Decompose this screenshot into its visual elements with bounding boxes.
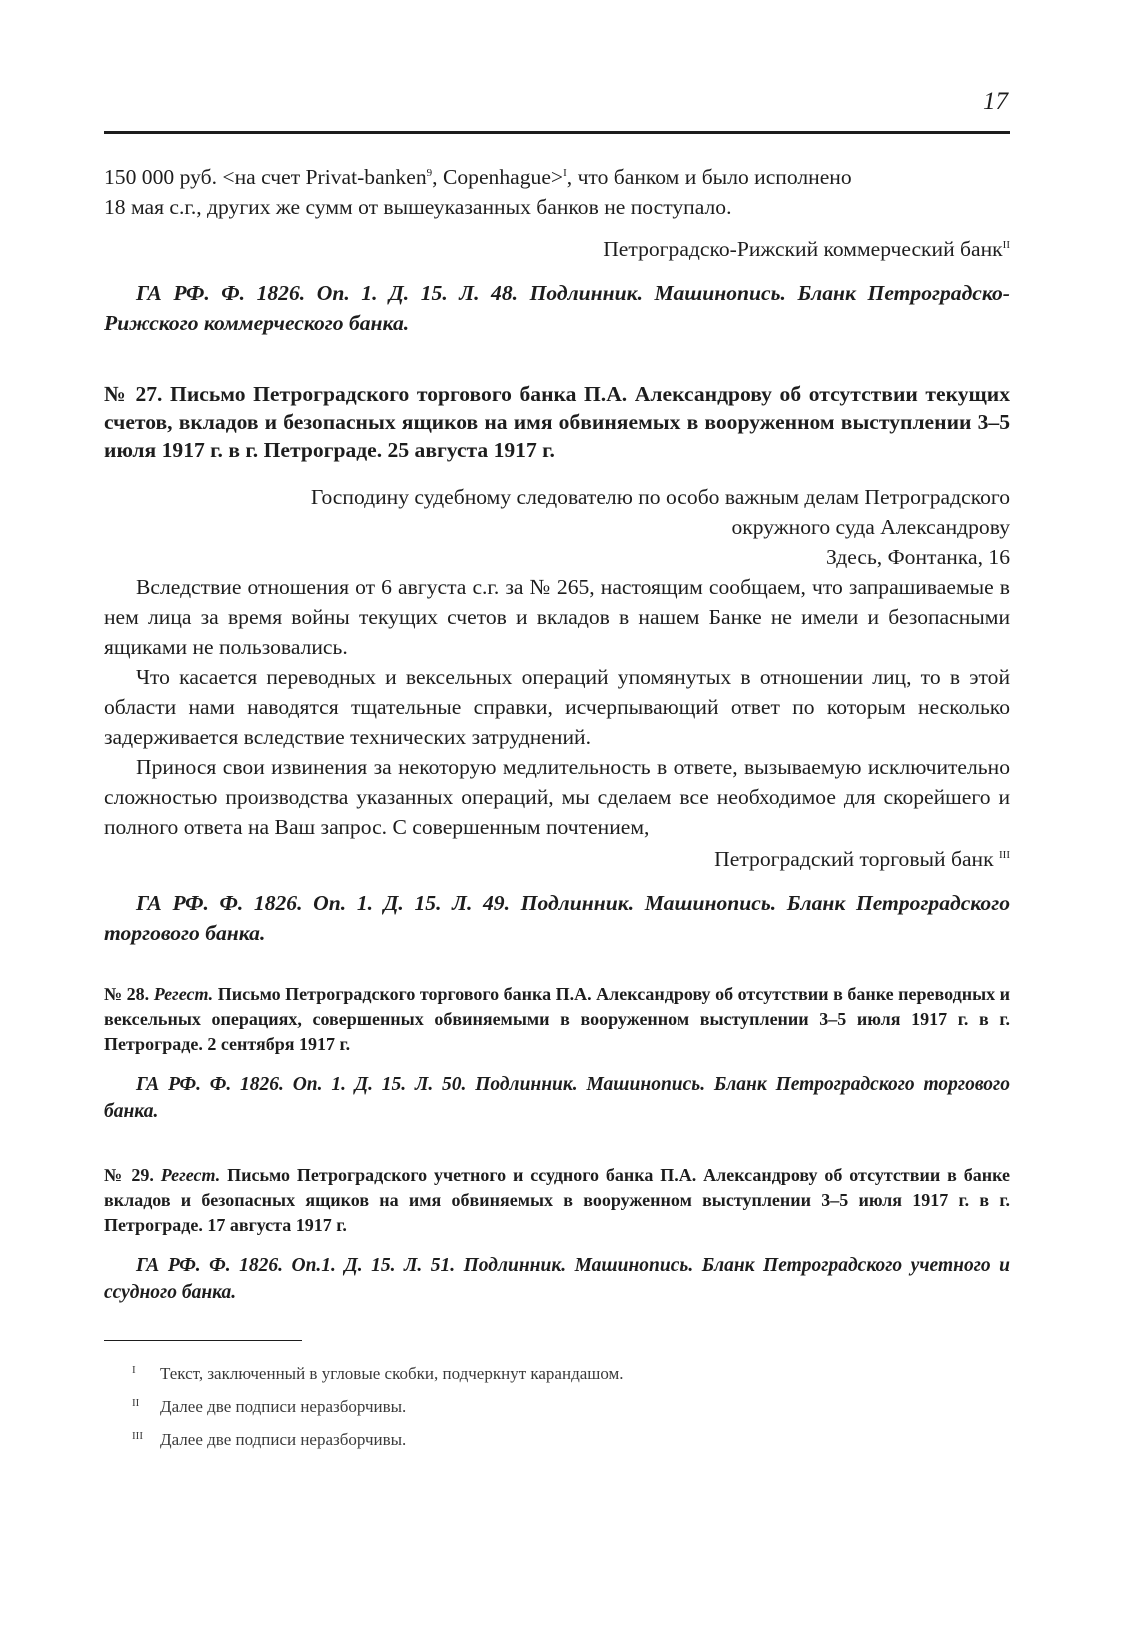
doc27-paragraph-1: Вследствие отношения от 6 августа с.г. за № 265, настоящим сообщаем, что запрашиваемые в нем лица за время войны текущих счетов и вкладов в нашем Банке не имели и безопасными ящиками не пользовались. [104,575,1010,659]
footnote-text: Текст, заключенный в угловые скобки, подчеркнут карандашом. [160,1364,624,1383]
doc29-heading [104,1163,1010,1238]
footnote [132,1358,972,1386]
doc28-heading-text: Письмо Петроградского торгового банка П.А. Александрову об отсутствии в банке переводных и вексельных операциях, совершенных обвиняемыми в вооруженном выступлении 3–5 июля 1917 г. в г. Петрограде. 2 сентября 1917 г. [104,984,1011,1054]
footnote-ref-III: III [999,849,1010,861]
doc27-paragraph-2: Что касается переводных и вексельных операций упомянутых в отношении лиц, то в этой области нами наводятся тщательные справки, исчерпывающий ответ по которым несколько задерживается вследствие технических затруднений. [104,665,1010,749]
signature-riga-bank [104,234,1010,264]
page-body [104,162,1010,1306]
source-note-51: ГА РФ. Ф. 1826. Оп.1. Д. 15. Л. 51. Подлинник. Машинопись. Бланк Петроградского учетного и ссудного банка. [104,1255,1010,1303]
source-note-50: ГА РФ. Ф. 1826. Оп. 1. Д. 15. Л. 50. Подлинник. Машинопись. Бланк Петроградского торгового банка. [104,1074,1010,1122]
footnote-mark: II [132,1397,140,1409]
doc29-number: № 29. [104,1165,154,1185]
doc28-heading [104,982,1010,1057]
source-note-48: ГА РФ. Ф. 1826. Оп. 1. Д. 15. Л. 48. Подлинник. Машинопись. Бланк Петроградско-Рижского коммерческого банка. [104,281,1010,335]
source-note-49: ГА РФ. Ф. 1826. Оп. 1. Д. 15. Л. 49. Подлинник. Машинопись. Бланк Петроградского торгового банка. [104,891,1010,945]
footnote [132,1391,972,1419]
header-rule [104,131,1010,134]
footnote [132,1424,972,1452]
footnote-mark: I [132,1364,136,1376]
continuation-text-a: 150 000 руб. <на счет Privat-banken [104,165,427,189]
doc29-heading-text: Письмо Петроградского учетного и ссудного банка П.А. Александрову об отсутствии в банке вкладов и безопасных ящиков на имя обвиняемых в вооруженном выступлении 3–5 июля 1917 г. в г. Петрограде. 17 августа 1917 г. [104,1165,1011,1235]
footnote-rule [104,1340,302,1341]
footnote-ref-9: 9 [426,167,433,179]
footnote-mark: III [132,1430,143,1442]
doc27-signature-text: Петроградский торговый банк [714,847,994,871]
doc28-number: № 28. [104,984,150,1004]
continuation-text-c: , что банком и было исполнено [566,165,852,189]
doc27-address-line-3: Здесь, Фонтанка, 16 [825,545,1010,569]
doc29-regest-label: Регест. [160,1165,221,1185]
footnote-ref-II: II [1002,239,1010,251]
doc27-address-line-2: окружного суда Александрову [731,515,1010,539]
doc27-address-line-1: Господину судебному следователю по особо важным делам Петроградского [310,485,1010,509]
continuation-line-2: 18 мая с.г., других же сумм от вышеуказанных банков не поступало. [104,195,732,219]
footnote-ref-I: I [563,167,567,179]
footnote-text: Далее две подписи неразборчивы. [160,1430,407,1449]
footnotes [132,1358,972,1457]
page-number: 17 [983,88,1008,115]
continuation-text-b: , Copenhague> [432,165,564,189]
doc28-regest-label: Регест. [153,984,214,1004]
continuation-line-1 [104,162,1010,192]
doc27-paragraph-3: Принося свои извинения за некоторую медлительность в ответе, вызываемую исключительно сложностью производства указанных операций, мы сделаем все необходимое для скорейшего и полного ответа на Ваш запрос. С совершенным почтением, [104,755,1010,839]
footnote-text: Далее две подписи неразборчивы. [160,1397,407,1416]
signature-text: Петроградско-Рижский коммерческий банк [603,237,1003,261]
doc27-heading: № 27. Письмо Петроградского торгового банка П.А. Александрову об отсутствии текущих счетов, вкладов и безопасных ящиков на имя обвиняемых в вооруженном выступлении 3–5 июля 1917 г. в г. Петрограде. 25 августа 1917 г. [104,382,1010,462]
doc27-signature [104,844,1010,874]
